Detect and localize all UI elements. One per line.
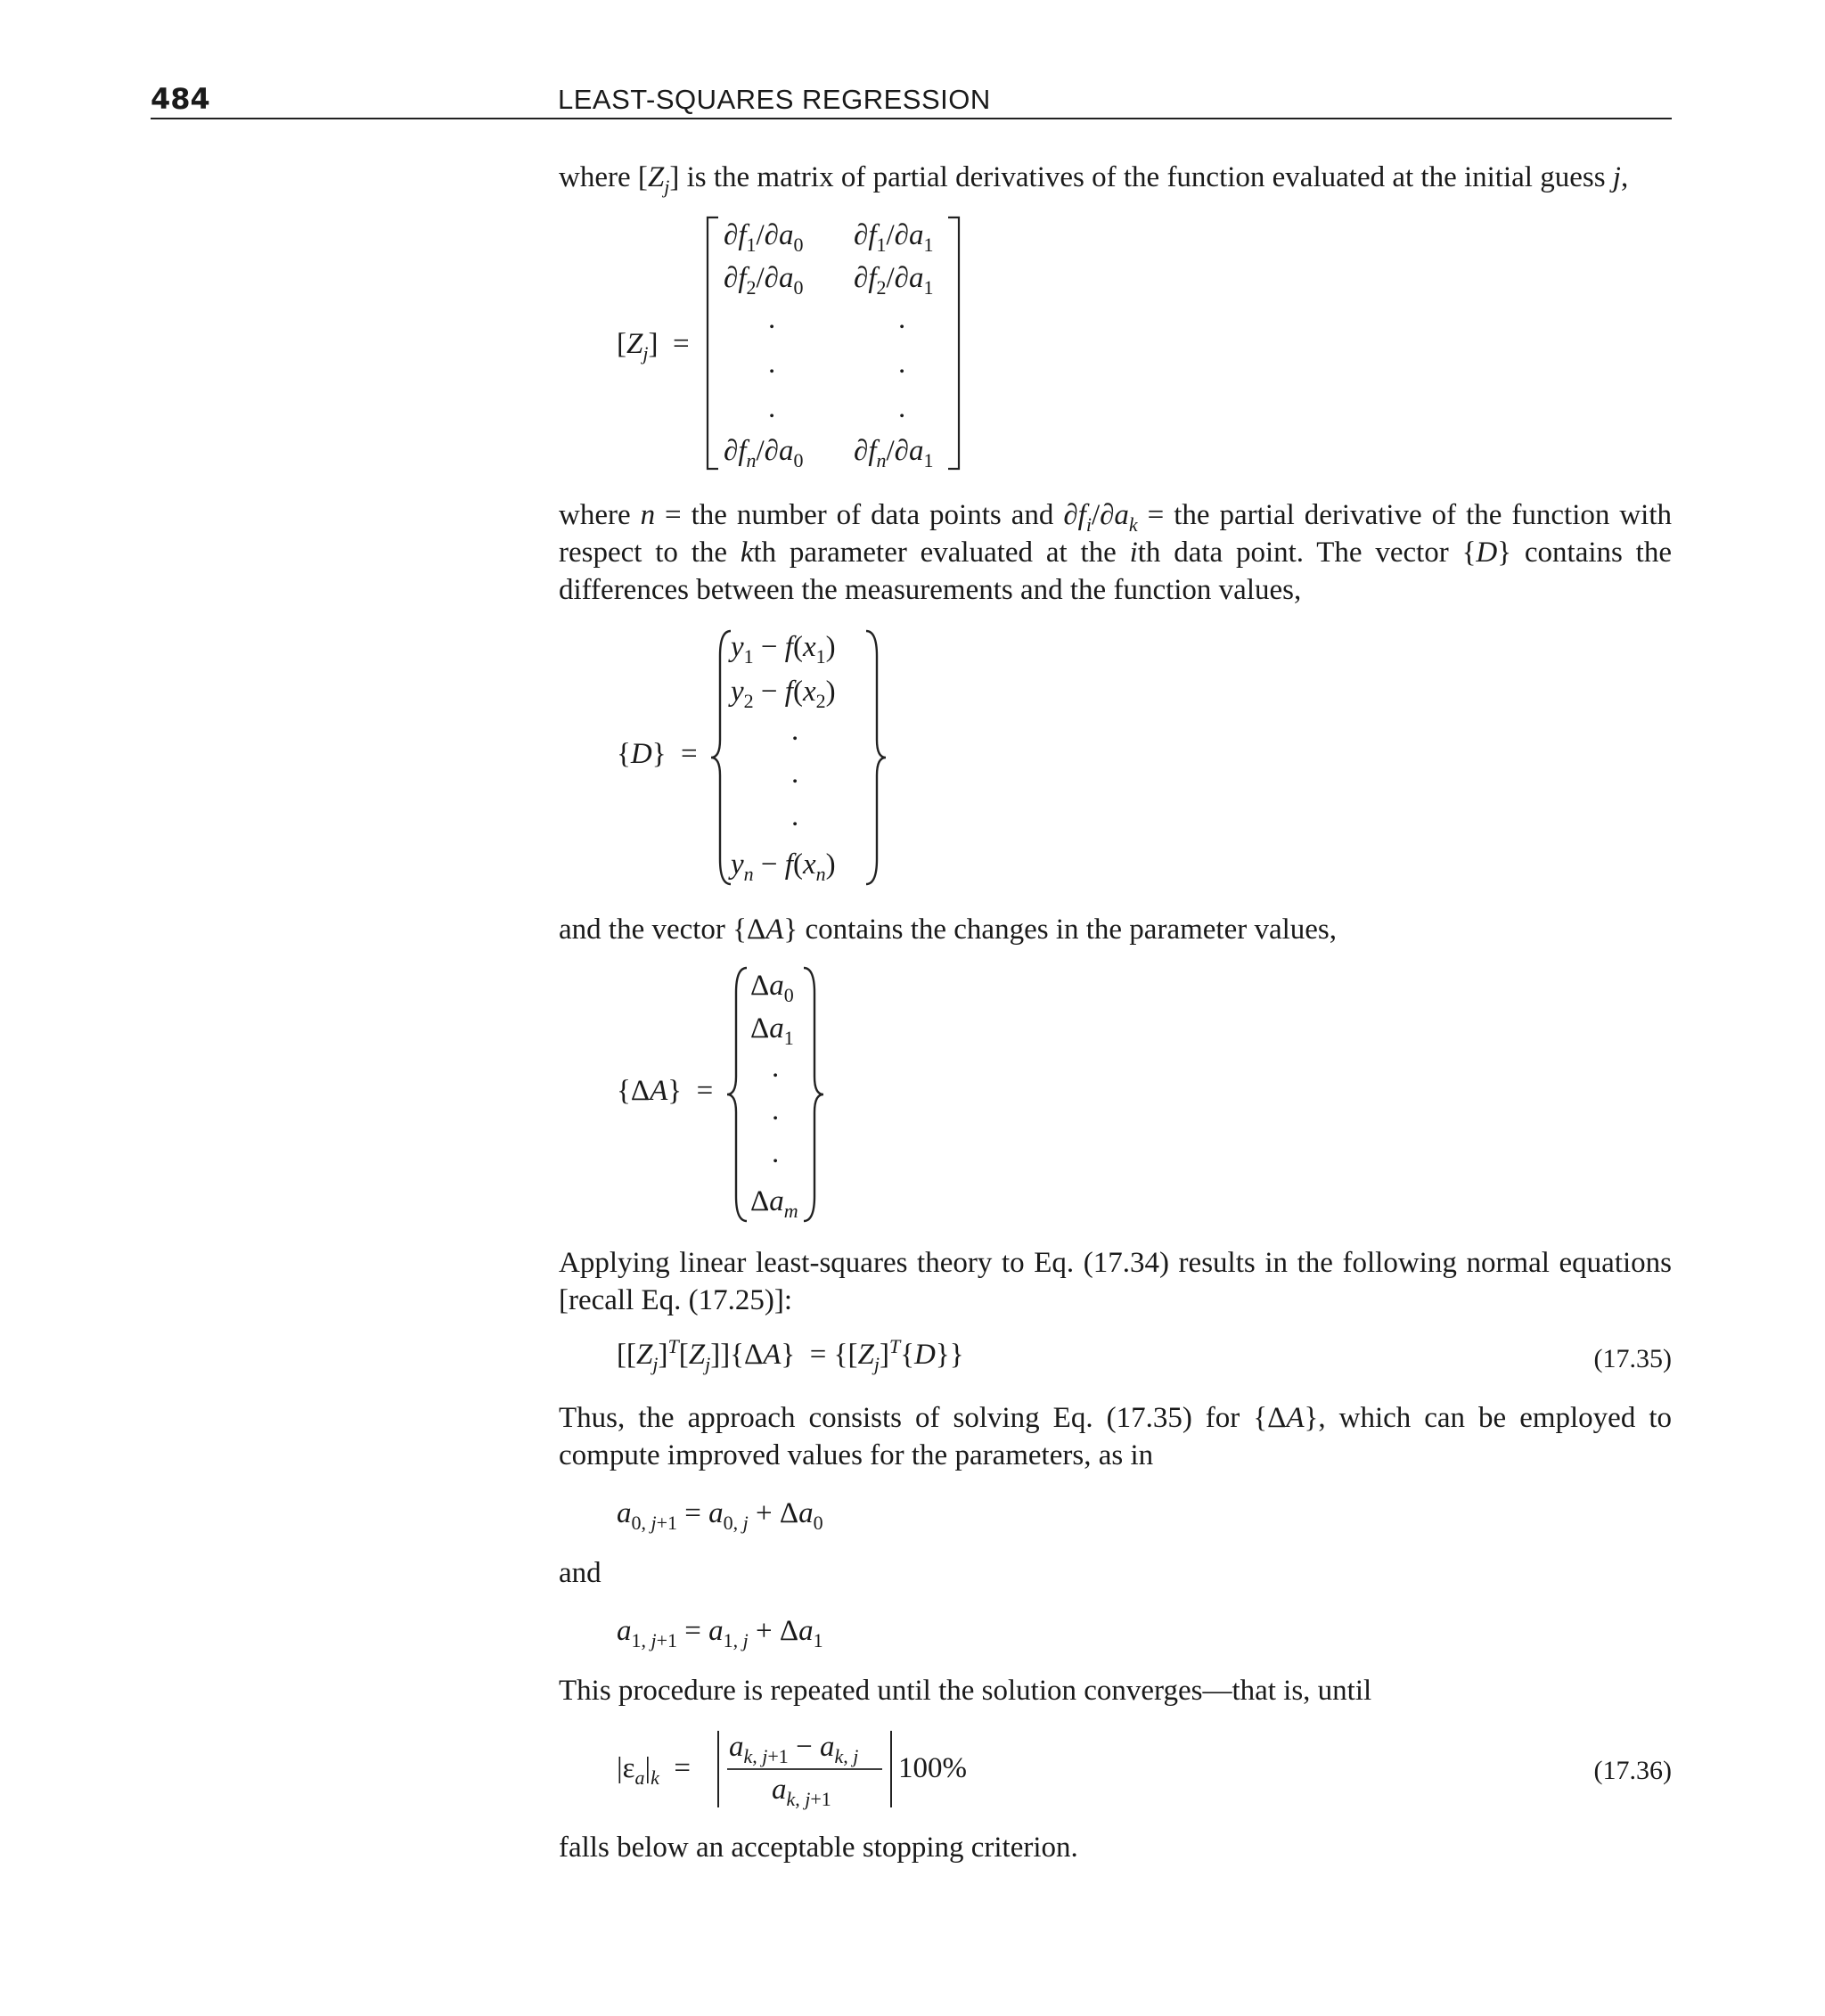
equation-number: (17.36): [1593, 1756, 1672, 1785]
update-equation-a0: $a_{0, j+1} = a_{0, j} + \Delta a_0$: [617, 1497, 823, 1534]
paragraph-normal-eq-intro: Applying linear least-squares theory to Eq. (17.34) results in the following normal equations [recall Eq. (17.25)]:: [559, 1247, 1672, 1316]
equation-number: (17.35): [1593, 1344, 1672, 1373]
page-header: [151, 82, 1672, 119]
paragraph-approach: Thus, the approach consists of solving Eq. (17.35) for {ΔA}, which can be employed to compute improved values for the parameters, as in: [559, 1402, 1672, 1471]
paragraph-delta-intro: and the vector {ΔA} contains the changes in the parameter values,: [559, 914, 1338, 946]
paragraph-intro: where $[Z_j]$ is the matrix of partial derivatives of the function evaluated at the initial guess j,: [559, 161, 1629, 198]
running-head: LEAST-SQUARES REGRESSION: [558, 84, 991, 115]
page-number: 484: [151, 82, 210, 116]
update-equation-a1: $a_{1, j+1} = a_{1, j} + \Delta a_1$: [617, 1615, 823, 1651]
paragraph-and: and: [559, 1557, 602, 1589]
paragraph-procedure: This procedure is repeated until the solution converges—that is, until: [559, 1675, 1372, 1707]
paragraph-definitions: where n = the number of data points and $\partial f_i/\partial a_k$ = the partial derivative of the function with respect to the kth parameter evaluated at the ith data point. The vector {D} contains the differences between the measurements and the function values,: [559, 499, 1672, 606]
paragraph-stopping: falls below an acceptable stopping criterion.: [559, 1832, 1078, 1864]
